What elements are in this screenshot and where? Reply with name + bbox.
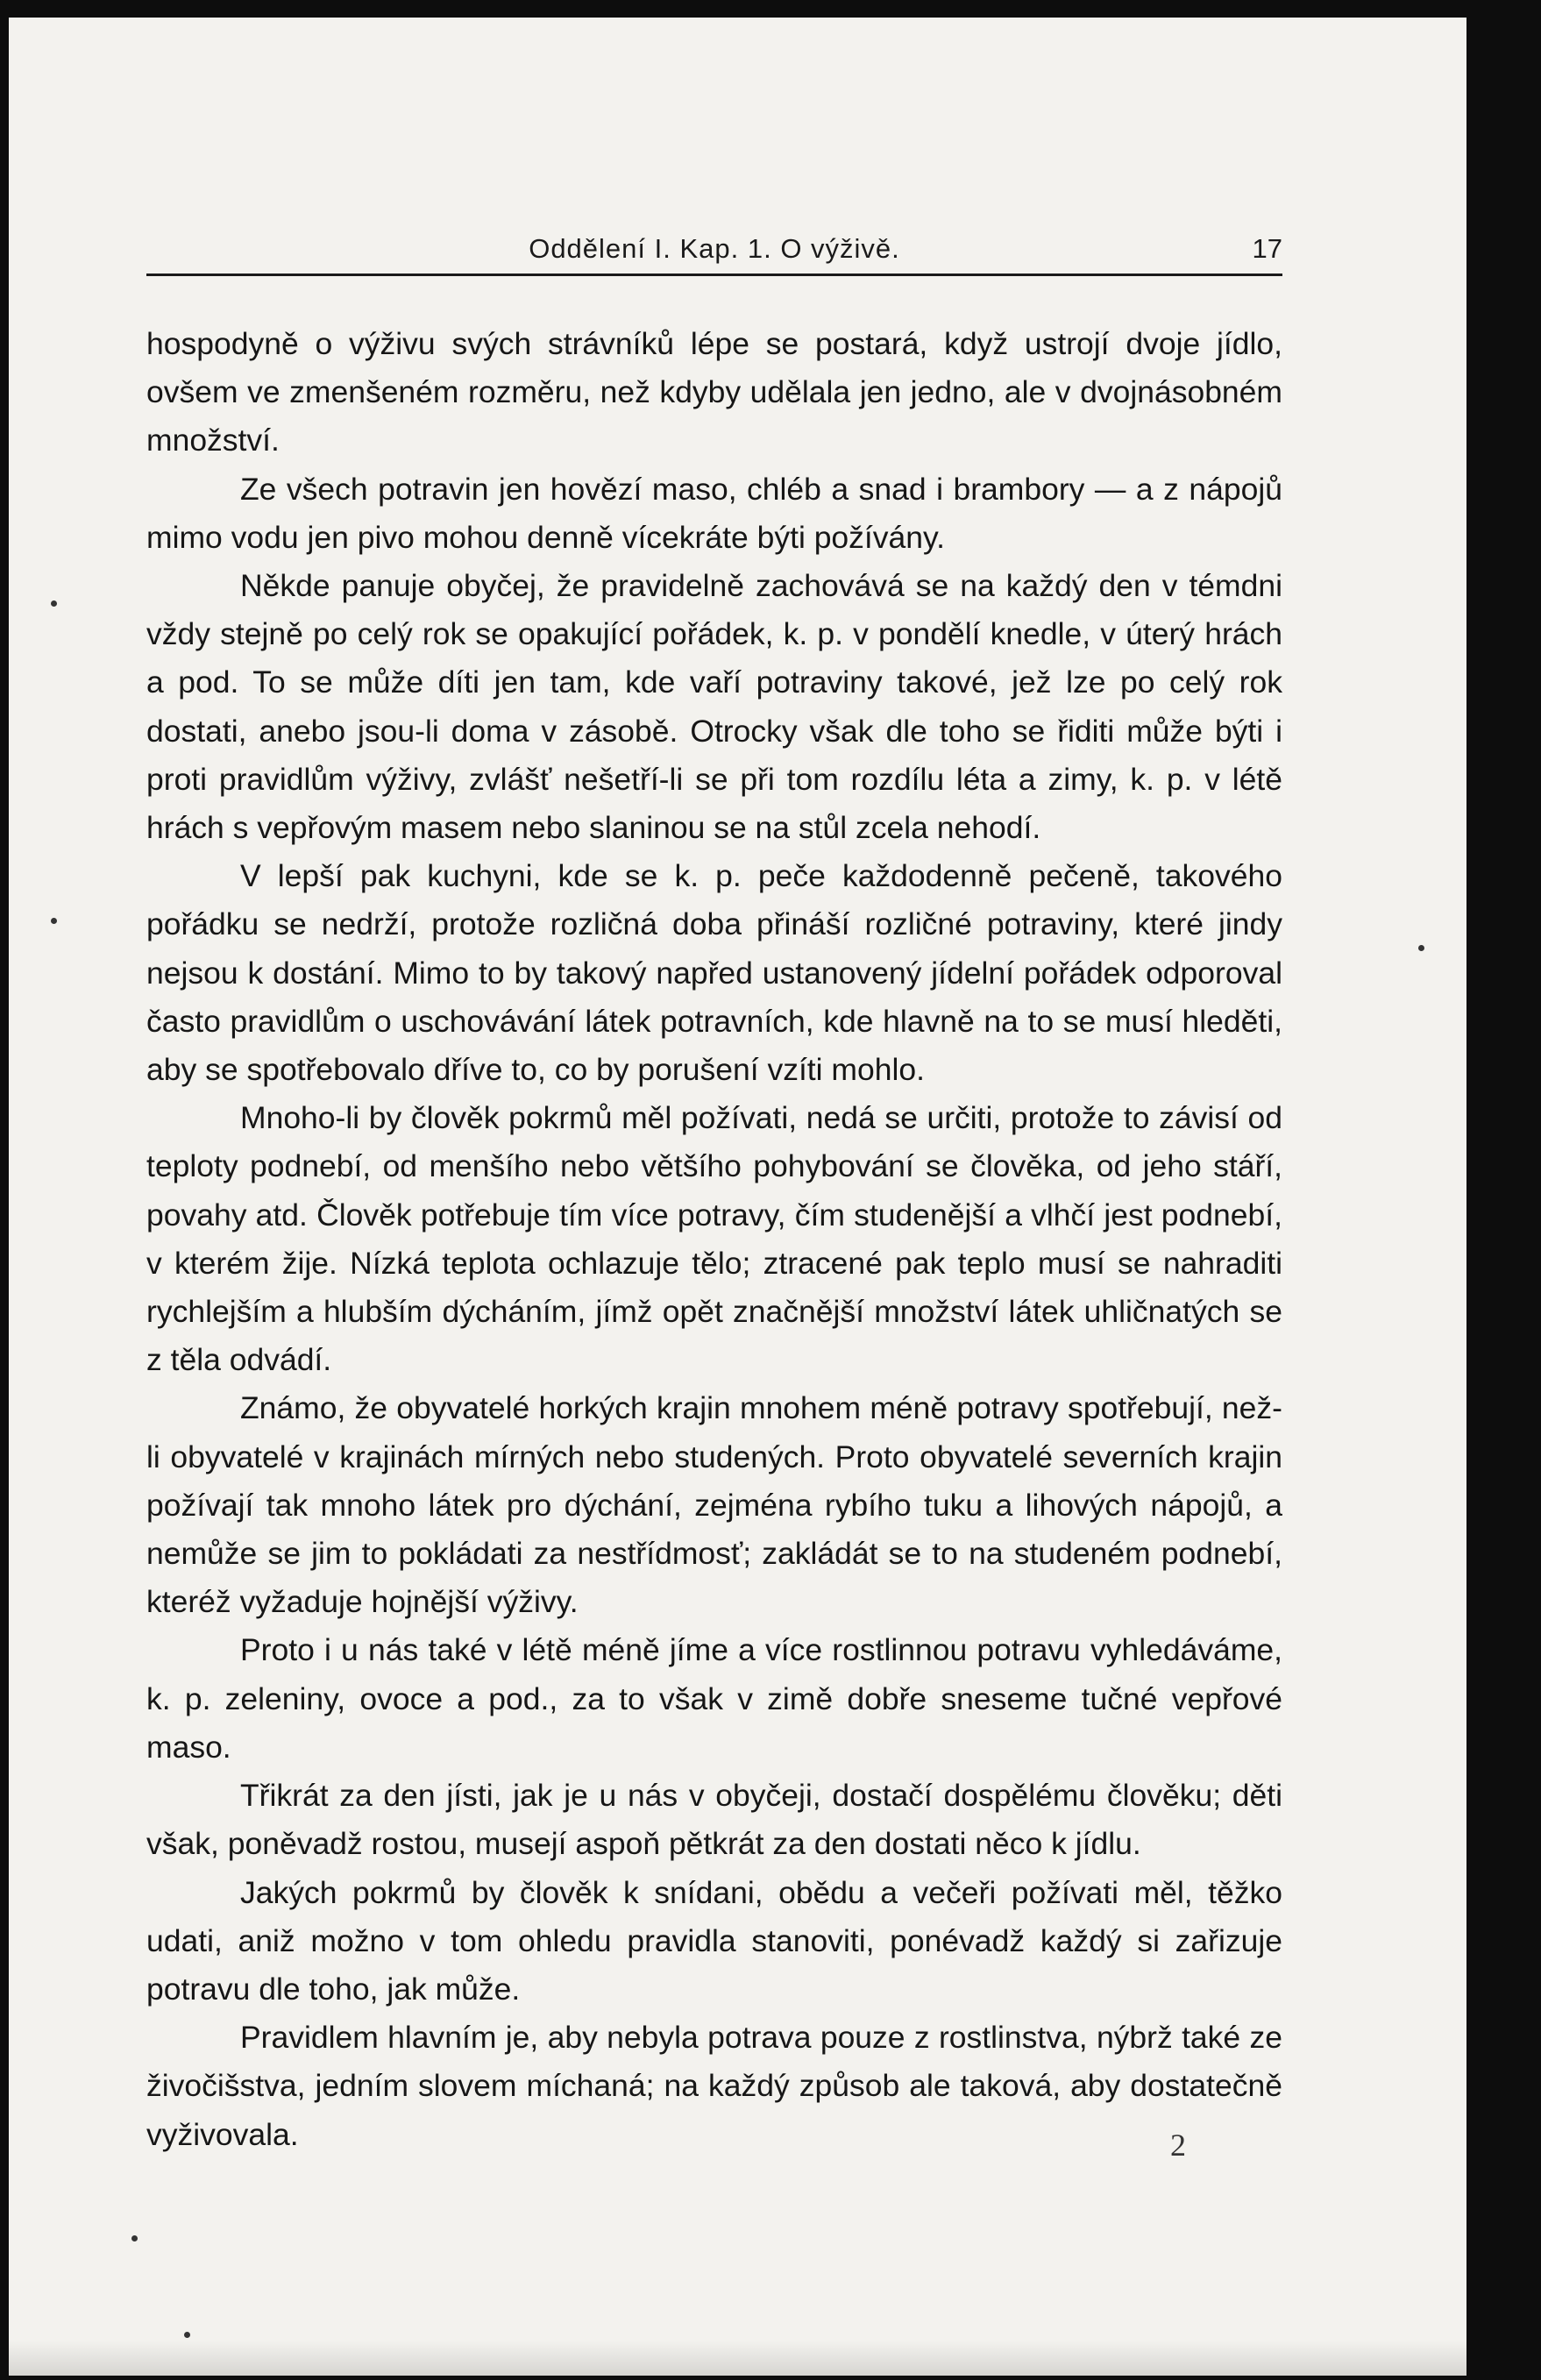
paragraph: Jakých pokrmů by člověk k snídani, obědu a večeři požívati měl, těžko udati, aniž možno v tom ohledu pravidla stanoviti, ponévadž každý si zařizuje potravu dle toho, jak může. [146,1874,1282,2007]
paragraph: Ze všech potravin jen hovězí maso, chléb a snad i brambory — a z nápojů mimo vodu jen pivo mohou denně vícekráte býti požívány. [146,471,1282,555]
paragraph: Mnoho-li by člověk pokrmů měl požívati, nedá se určiti, protože to závisí od teploty podnebí, od menšího nebo většího pohybování se člověka, od jeho stáří, povahy atd. Člověk potřebuje tím více potravy, čím studenější a vlhčí jest podnebí, v kterém žije. Nízká teplota ochlazuje tělo; ztracené pak teplo musí se nahraditi rychlejším a hlubším dýcháním, jímž opět značnější množství látek uhličnatých se z těla odvádí. [146,1100,1282,1378]
paper-speck [51,918,57,924]
signature-mark: 2 [1170,2128,1186,2163]
paper-speck [131,2235,138,2241]
paragraph: Pravidlem hlavním je, aby nebyla potrava pouze z rostlinstva, nýbrž také ze živočišstva, jedním slovem míchaná; na každý způsob ale taková, aby dostatečně vyživovala. [146,2020,1282,2152]
paper-speck [51,600,57,607]
book-page [9,18,1466,2376]
paper-speck [184,2332,190,2338]
paragraph: Někde panuje obyčej, že pravidelně zachovává se na každý den v témdni vždy stejně po celý rok se opakující pořádek, k. p. v pondělí knedle, v úterý hrách a pod. To se může díti jen tam, kde vaří potraviny takové, jež lze po celý rok dostati, anebo jsou-li doma v zásobě. Otrocky však dle toho se řiditi může býti i proti pravidlům výživy, zvlášť nešetří-li se při tom rozdílu léta a zimy, k. p. v létě hrách s vepřovým masem nebo slaninou se na stůl zcela nehodí. [146,568,1282,846]
paragraph: hospodyně o výživu svých strávníků lépe se postará, když ustrojí dvoje jídlo, ovšem ve zmenšeném rozměru, než kdyby udělala jen jedno, ale v dvojnásobném množství. [146,326,1282,458]
paragraph: Třikrát za den jísti, jak je u nás v obyčeji, dostačí dospělému člověku; děti však, poněvadž rostou, musejí aspoň pětkrát za den dostati něco k jídlu. [146,1778,1282,1862]
body-text [146,320,1282,2159]
section-title: Oddělení I. Kap. 1. O výživě. [529,233,900,264]
page-number: 17 [1252,233,1282,264]
paragraph: V lepší pak kuchyni, kde se k. p. peče každodenně pečeně, takového pořádku se nedrží, protože rozličná doba přináší rozličné potraviny, které jindy nejsou k dostání. Mimo to by takový napřed ustanovený jídelní pořádek odporoval často pravidlům o uschovávání látek potravních, kde hlavně na to se musí hleděti, aby se spotřebovalo dříve to, co by porušení vzíti mohlo. [146,858,1282,1088]
paragraph: Známo, že obyvatelé horkých krajin mnohem méně potravy spotřebují, než-li obyvatelé v krajinách mírných nebo studených. Proto obyvatelé severních krajin požívají tak mnoho látek pro dýchání, zejména rybího tuku a lihových nápojů, a nemůže se jim to pokládati za nestřídmosť; zakládát se to na studeném podnebí, kteréž vyžaduje hojnější výživy. [146,1390,1282,1620]
paragraph: Proto i u nás také v létě méně jíme a více rostlinnou potravu vyhledáváme, k. p. zeleniny, ovoce a pod., za to však v zimě dobře sneseme tučné vepřové maso. [146,1632,1282,1765]
paper-speck [1418,945,1424,951]
running-head [146,221,1282,276]
